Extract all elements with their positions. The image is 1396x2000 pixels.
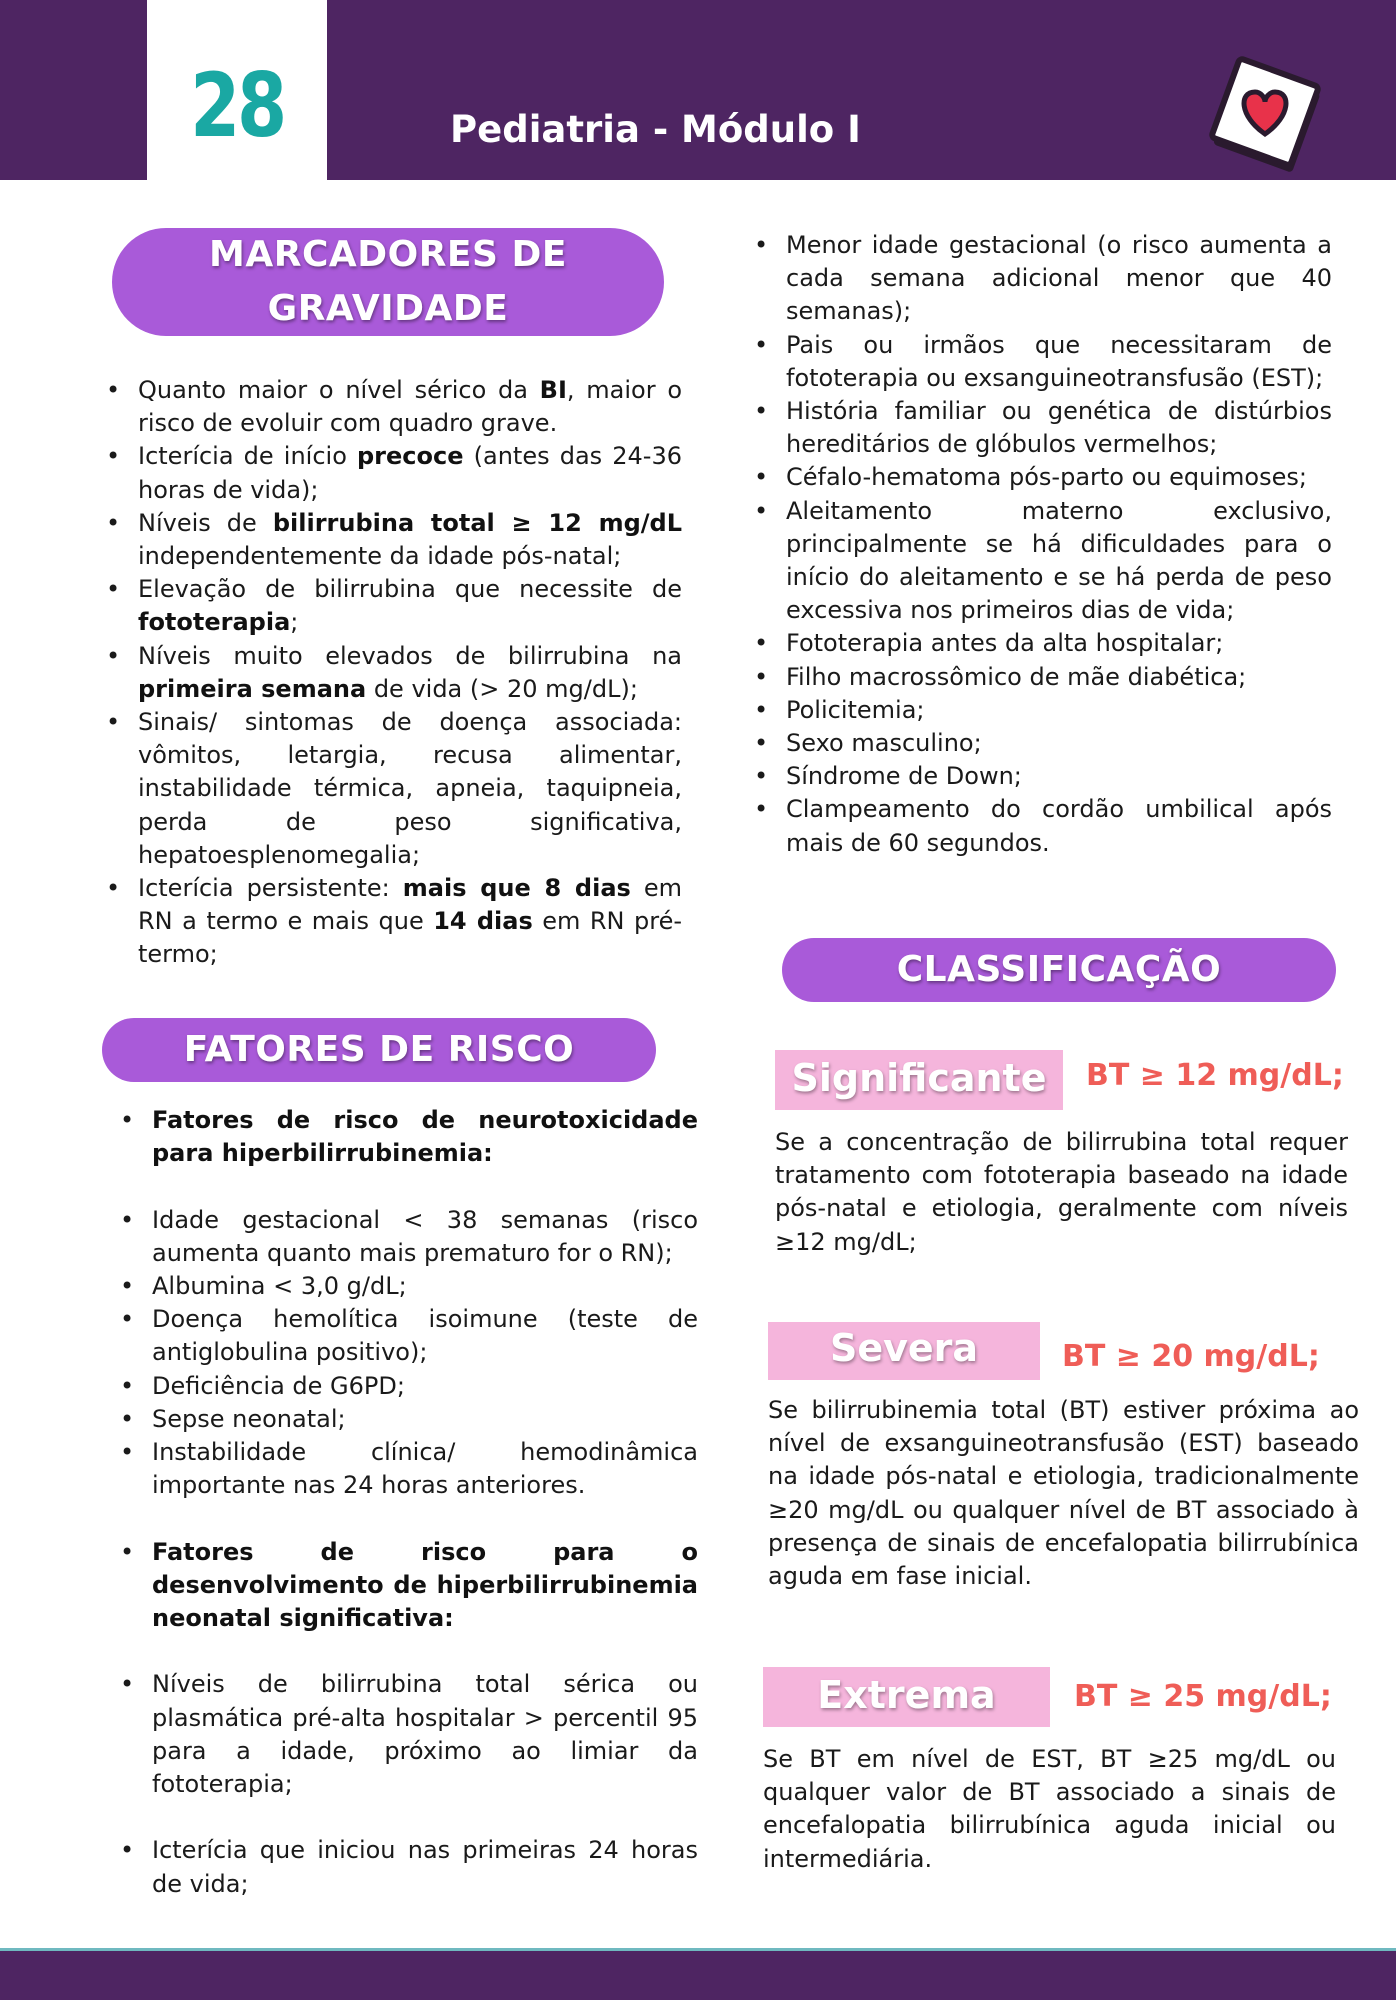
list-item: • Céfalo-hematoma pós-parto ou equimoses; bbox=[750, 461, 1332, 494]
class-label-severa: Severa bbox=[768, 1322, 1040, 1380]
list-item: • Albumina < 3,0 g/dL; bbox=[116, 1270, 698, 1303]
list-item: • Pais ou irmãos que necessitaram de fototerapia ou exsanguineotransfusão (EST); bbox=[750, 329, 1332, 395]
class-value-significante: BT ≥ 12 mg/dL; bbox=[1086, 1058, 1344, 1093]
list-item: • Elevação de bilirrubina que necessite de fototerapia; bbox=[102, 573, 682, 639]
section-title-marcadores bbox=[112, 228, 664, 336]
section-title-line: MARCADORES DE bbox=[209, 234, 567, 275]
list-item: • Icterícia de início precoce (antes das 24-36 horas de vida); bbox=[102, 440, 682, 506]
spacer bbox=[116, 1170, 698, 1203]
spacer bbox=[116, 1502, 698, 1535]
list-item: • Deficiência de G6PD; bbox=[116, 1370, 698, 1403]
list-item: • Níveis de bilirrubina total ≥ 12 mg/dL independentemente da idade pós-natal; bbox=[102, 507, 682, 573]
class-value-extrema: BT ≥ 25 mg/dL; bbox=[1074, 1679, 1332, 1714]
class-desc-severa: Se bilirrubinemia total (BT) estiver próxima ao nível de exsanguineotransfusão (EST) baseado na idade pós-natal e etiologia, tradicionalmente ≥20 mg/dL ou qualquer nível de BT associado à presença de sinais de encefalopatia bilirrubínica aguda em fase inicial. bbox=[768, 1396, 1359, 1591]
page-number: 28 bbox=[190, 54, 284, 157]
class-desc-significante: Se a concentração de bilirrubina total requer tratamento com fototerapia baseado na idade pós-natal e etiologia, geralmente com níveis ≥12 mg/dL; bbox=[775, 1128, 1348, 1256]
list-item: • Sinais/ sintomas de doença associada: vômitos, letargia, recusa alimentar, instabilidade térmica, apneia, taquipneia, perda de peso significativa, hepatoesplenomegalia; bbox=[102, 706, 682, 872]
list-item: • Sexo masculino; bbox=[750, 727, 1332, 760]
list-item: • Icterícia persistente: mais que 8 dias em RN a termo e mais que 14 dias em RN pré-termo; bbox=[102, 872, 682, 972]
list-item: • Idade gestacional < 38 semanas (risco aumenta quanto mais prematuro for o RN); bbox=[116, 1204, 698, 1270]
fatores-list-continued bbox=[750, 229, 1332, 860]
list-item: • Síndrome de Down; bbox=[750, 760, 1332, 793]
list-item: • Clampeamento do cordão umbilical após mais de 60 segundos. bbox=[750, 793, 1332, 859]
class-label-significante: Significante bbox=[775, 1050, 1063, 1110]
list-item: • Fototerapia antes da alta hospitalar; bbox=[750, 627, 1332, 660]
module-title: Pediatria - Módulo I bbox=[450, 108, 861, 151]
heart-note-icon bbox=[1195, 52, 1335, 172]
section-title-classificacao: CLASSIFICAÇÃO bbox=[782, 938, 1336, 1002]
list-item: • Filho macrossômico de mãe diabética; bbox=[750, 661, 1332, 694]
class-label-extrema: Extrema bbox=[763, 1667, 1050, 1727]
list-item: • Sepse neonatal; bbox=[116, 1403, 698, 1436]
section-title-fatores: FATORES DE RISCO bbox=[102, 1018, 656, 1082]
class-value-severa: BT ≥ 20 mg/dL; bbox=[1062, 1339, 1320, 1374]
list-item: • Níveis muito elevados de bilirrubina na primeira semana de vida (> 20 mg/dL); bbox=[102, 640, 682, 706]
spacer bbox=[116, 1801, 698, 1834]
list-item: • Aleitamento materno exclusivo, principalmente se há dificuldades para o início do aleitamento e se há perda de peso excessiva nos primeiros dias de vida; bbox=[750, 495, 1332, 628]
list-item: • Icterícia que iniciou nas primeiras 24 horas de vida; bbox=[116, 1834, 698, 1900]
marcadores-list bbox=[102, 374, 682, 972]
list-item-group-title: • Fatores de risco para o desenvolvimento de hiperbilirrubinemia neonatal significativa: bbox=[116, 1536, 698, 1636]
fatores-list bbox=[116, 1104, 698, 1901]
list-item: • Menor idade gestacional (o risco aumenta a cada semana adicional menor que 40 semanas); bbox=[750, 229, 1332, 329]
list-item-group-title: • Fatores de risco de neurotoxicidade para hiperbilirrubinemia: bbox=[116, 1104, 698, 1170]
list-item: • Policitemia; bbox=[750, 694, 1332, 727]
footer-bar bbox=[0, 1948, 1396, 2000]
spacer bbox=[116, 1635, 698, 1668]
list-item: • Doença hemolítica isoimune (teste de antiglobulina positivo); bbox=[116, 1303, 698, 1369]
section-title-line: GRAVIDADE bbox=[267, 288, 509, 329]
class-desc-extrema: Se BT em nível de EST, BT ≥25 mg/dL ou qualquer valor de BT associado a sinais de encefalopatia bilirrubínica aguda inicial ou intermediária. bbox=[763, 1745, 1336, 1873]
list-item: • História familiar ou genética de distúrbios hereditários de glóbulos vermelhos; bbox=[750, 395, 1332, 461]
list-item: • Níveis de bilirrubina total sérica ou plasmática pré-alta hospitalar > percentil 95 para a idade, próximo ao limiar da fototerapia; bbox=[116, 1668, 698, 1801]
list-item: • Quanto maior o nível sérico da BI, maior o risco de evoluir com quadro grave. bbox=[102, 374, 682, 440]
list-item: • Instabilidade clínica/ hemodinâmica importante nas 24 horas anteriores. bbox=[116, 1436, 698, 1502]
